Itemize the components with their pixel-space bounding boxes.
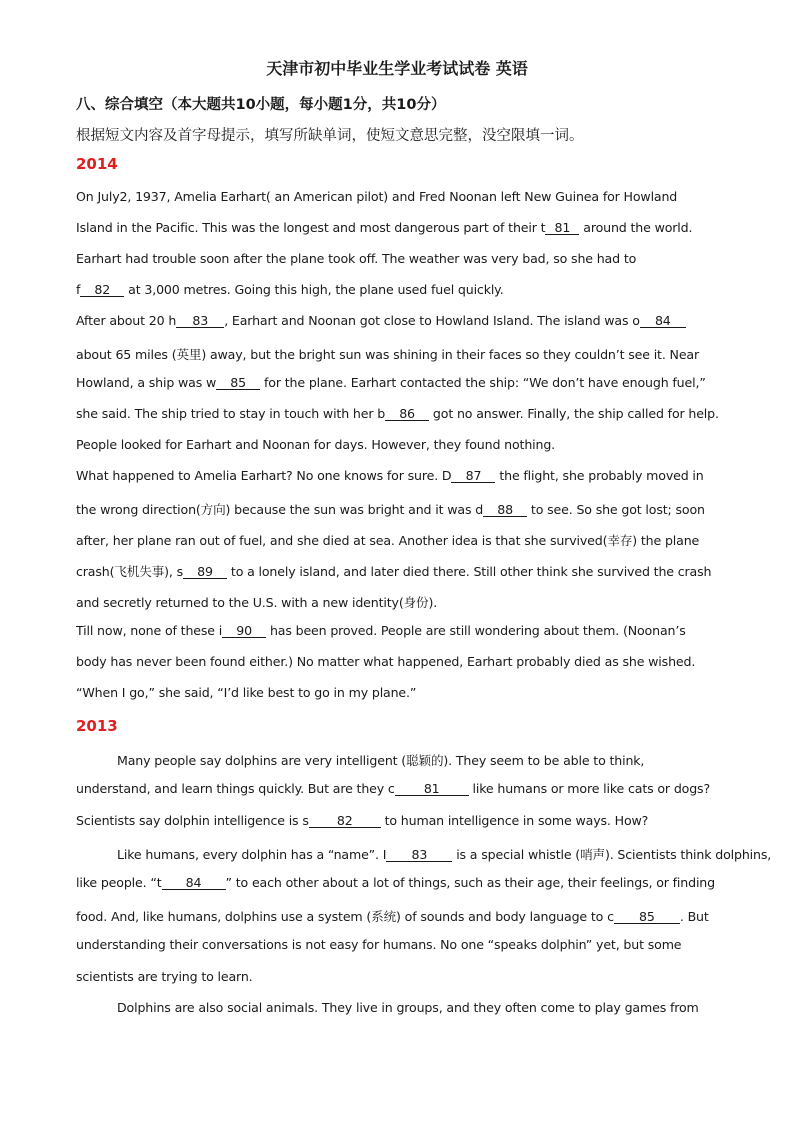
instructions: 根据短文内容及首字母提示，填写所缺单词，使短文意思完整，没空限填一词。 [76, 128, 584, 144]
passage-line: after, her plane ran out of fuel, and she died at sea. Another idea is that she survived(幸存) the plane [76, 533, 700, 548]
answer-blank[interactable]: 81 [395, 782, 469, 796]
passage-line: f 82 at 3,000 metres. Going this high, the plane used fuel quickly. [76, 282, 504, 297]
answer-blank[interactable]: 84 [162, 876, 226, 890]
page-title: 天津市初中毕业生学业考试试卷 英语 [266, 59, 528, 78]
passage-line: food. And, like humans, dolphins use a system (系统) of sounds and body language to c 85 . But [76, 909, 709, 924]
answer-blank[interactable]: 85 [614, 910, 680, 924]
answer-blank[interactable]: 82 [309, 814, 381, 828]
year-2013-heading: 2013 [76, 717, 118, 735]
passage-line: understand, and learn things quickly. But are they c 81 like humans or more like cats or dogs? [76, 781, 711, 796]
passage-line: Island in the Pacific. This was the longest and most dangerous part of their t 81 around the world. [76, 220, 693, 235]
passage-line: about 65 miles (英里) away, but the bright sun was shining in their faces so they couldn’t see it. Near [76, 347, 700, 362]
year-2014-heading: 2014 [76, 155, 118, 173]
passage-line: Like humans, every dolphin has a “name”. I 83 is a special whistle (哨声). Scientists think dolphins, [117, 847, 772, 862]
answer-blank[interactable]: 85 [216, 376, 260, 390]
passage-line: “When I go,” she said, “I’d like best to go in my plane.” [76, 685, 417, 700]
answer-blank[interactable]: 87 [451, 469, 495, 483]
passage-line: On July2, 1937, Amelia Earhart( an American pilot) and Fred Noonan left New Guinea for Howland [76, 189, 678, 204]
passage-line: the wrong direction(方向) because the sun was bright and it was d 88 to see. So she got lost; soon [76, 502, 705, 517]
passage-line: Dolphins are also social animals. They live in groups, and they often come to play games from [117, 1000, 699, 1015]
passage-line: crash(飞机失事), s 89 to a lonely island, and later died there. Still other think she survived the crash [76, 564, 712, 579]
passage-line: understanding their conversations is not easy for humans. No one “speaks dolphin” yet, but some [76, 937, 682, 952]
passage-line: Earhart had trouble soon after the plane took off. The weather was very bad, so she had to [76, 251, 637, 266]
answer-blank[interactable]: 82 [80, 283, 124, 297]
section-heading: 八、综合填空（本大题共10小题，每小题1分，共10分） [76, 97, 446, 113]
answer-blank[interactable]: 84 [640, 314, 686, 328]
passage-line: she said. The ship tried to stay in touch with her b 86 got no answer. Finally, the ship called for help. [76, 406, 719, 421]
answer-blank[interactable]: 89 [183, 565, 227, 579]
passage-line: Scientists say dolphin intelligence is s 82 to human intelligence in some ways. How? [76, 813, 649, 828]
answer-blank[interactable]: 88 [483, 503, 527, 517]
answer-blank[interactable]: 81 [545, 221, 579, 235]
passage-line: like people. “t 84 ” to each other about a lot of things, such as their age, their feelings, or finding [76, 875, 715, 890]
passage-line: scientists are trying to learn. [76, 969, 253, 984]
answer-blank[interactable]: 90 [222, 624, 266, 638]
passage-line: Till now, none of these i 90 has been proved. People are still wondering about them. (Noonan’s [76, 623, 686, 638]
passage-line: Many people say dolphins are very intelligent (聪颖的). They seem to be able to think, [117, 753, 645, 768]
passage-line: People looked for Earhart and Noonan for days. However, they found nothing. [76, 437, 556, 452]
passage-line: Howland, a ship was w 85 for the plane. Earhart contacted the ship: “We don’t have enough fuel,” [76, 375, 706, 390]
passage-line: After about 20 h 83 , Earhart and Noonan got close to Howland Island. The island was o 84 [76, 313, 686, 328]
passage-line: What happened to Amelia Earhart? No one knows for sure. D 87 the flight, she probably moved in [76, 468, 704, 483]
answer-blank[interactable]: 83 [176, 314, 224, 328]
answer-blank[interactable]: 83 [386, 848, 452, 862]
passage-line: and secretly returned to the U.S. with a new identity(身份). [76, 595, 438, 610]
passage-line: body has never been found either.) No matter what happened, Earhart probably died as she wished. [76, 654, 696, 669]
answer-blank[interactable]: 86 [385, 407, 429, 421]
